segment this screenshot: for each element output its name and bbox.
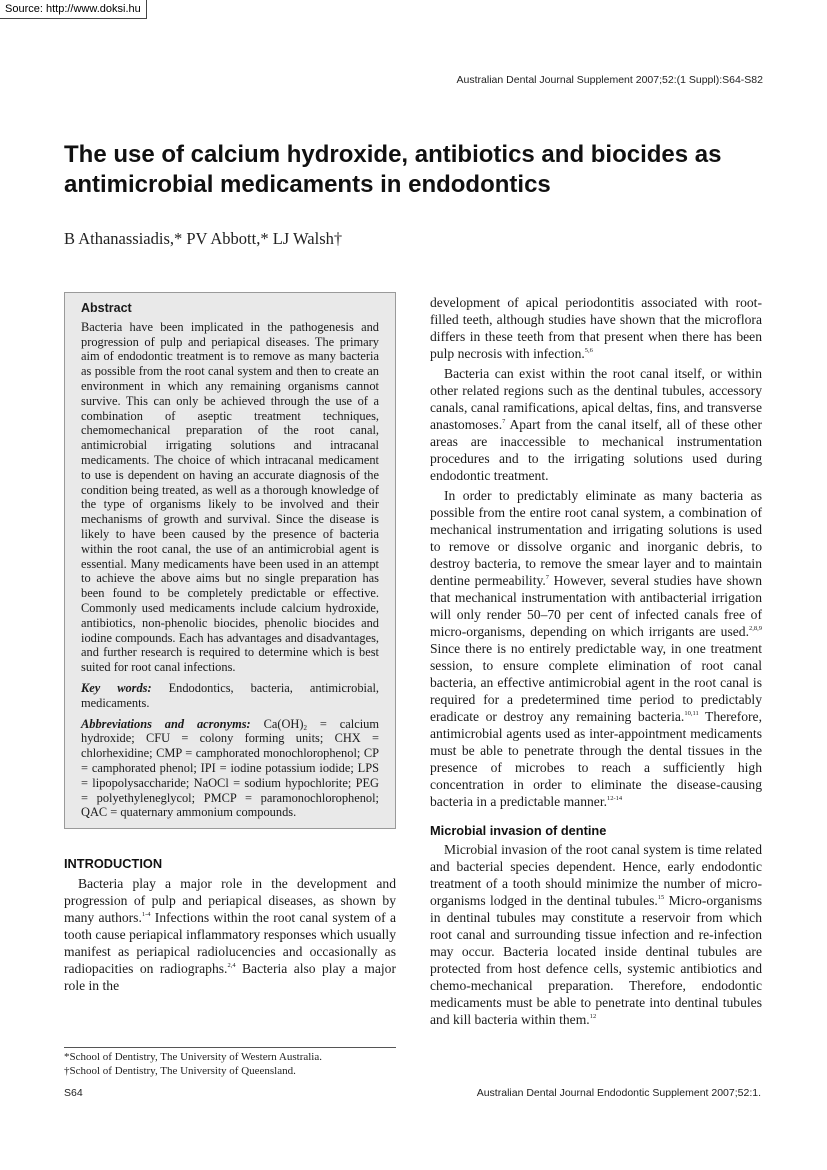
paragraph-elimination [430,487,762,810]
abbreviations-text: = calcium hydroxide; CFU = colony forming units; CHX = chlorhexidine; CMP = camphorated monochlorophenol; CP = camphorated phenol; IPI = iodine potassium iodide; LPS = lipopolysaccharide; NaOCl = sodium hypochlorite; PEG = polyethyleneglycol; PMCP = paramonochlorophenol; QAC = quaternary ammonium compounds. [81,716,380,820]
intro-text-b: Infections within the root canal system of a tooth cause periapical inflammatory responses which usually manifest as periapical radiolucencies and occasionally as radiopacities on radiographs. [64,910,396,977]
abstract-text: Bacteria have been implicated in the pathogenesis and progression of pulp and periapical diseases. The primary aim of endodontic treatment is to remove as many bacteria as possible from the root canal system and then to create an environment in which any remaining organisms cannot survive. This can only be achieved through the use of a combination of aseptic treatment techniques, chemomechanical preparation of the root canal, antimicrobial irrigating solutions and intracanal medicaments. The choice of which intracanal medicament to use is dependent on having an accurate diagnosis of the condition being treated, as well as a thorough knowledge of the type of organisms likely to be involved and their mechanisms of growth and survival. Since the disease is likely to have been caused by the presence of bacteria within the root canal, the use of an antimicrobial agent is essential. Many medicaments have been used in an attempt to achieve the above aims but no single preparation has been found to be completely predictable or effective. Commonly used medicaments include calcium hydroxide, antibiotics, non-phenolic biocides, phenolic biocides and iodine compounds. Each has advantages and disadvantages, and further research is required to determine which is best suited for root canal infections. [81,319,379,675]
ref-citation: 5,6 [584,347,593,354]
paragraph-bacteria-location [430,365,762,484]
footnote-uwa: *School of Dentistry, The University of Western Australia. [64,1051,322,1063]
abbrev-ca: Ca(OH) [263,716,304,731]
source-label: Source: http://www.doksi.hu [0,0,147,19]
footer-journal: Australian Dental Journal Endodontic Supplement 2007;52:1. [476,1087,761,1099]
ref-citation: 12 [589,1013,597,1020]
abbrev-subscript: 2 [303,723,307,732]
abstract-box [64,292,396,829]
keywords-label: Key words: [81,680,152,695]
microbial-invasion-heading: Microbial invasion of dentine [430,823,607,838]
keywords [81,681,379,711]
footnotes [64,1047,396,1078]
para4-text-b: Micro-organisms in dentinal tubules may constitute a reservoir from which root canal and surrounding tissue infection and re-infection may occur. Bacteria located inside dentinal tubules are protected from host defence cells, systemic antibiotics and chemo-mechanical preparation. Therefore, endodontic medicaments must be able to penetrate into dentinal tubules and kill bacteria within them. [430,893,762,1027]
ref-citation: 1-4 [141,911,151,919]
footnote-uq: †School of Dentistry, The University of Queensland. [64,1064,296,1077]
para3-text-c: Since there is no entirely predictable way, in one treatment session, to ensure complete elimination of root canal bacteria, an effective antimicrobial agent in the root canal is required for a predetermined time period to predictably eradicate or destroy any remaining bacteria. [430,641,762,724]
ref-citation: 2,8,9 [749,625,762,632]
paragraph-microbial-invasion [430,841,762,1028]
ref-citation: 7 [545,574,550,581]
page-number: S64 [64,1087,83,1099]
article-title: The use of calcium hydroxide, antibiotics and biocides as antimicrobial medicaments in endodontics [64,141,722,198]
abbreviations-label: Abbreviations and acronyms: [81,716,251,731]
intro-text-c: Bacteria also play a major role in the [64,961,396,994]
ref-citation: 12-14 [607,795,623,802]
introduction-paragraph [64,875,396,994]
ref-citation: 7 [502,418,506,425]
abbreviations [81,717,379,821]
journal-header: Australian Dental Journal Supplement 2007;52:(1 Suppl):S64-S82 [456,74,763,86]
paragraph-continued [430,294,762,362]
para2-text-b: Apart from the canal itself, all of these other areas are inaccessible to mechanical instrumentation procedures and to the irrigating solutions used during endodontic treatment. [430,417,762,483]
para3-text-b: However, several studies have shown that mechanical instrumentation with antibacterial irrigation will only render 50–70 per cent of infected canals free of micro-organisms, depending on which irrigants are used. [430,573,762,639]
para3-text-a: In order to predictably eliminate as many bacteria as possible from the entire root canal system, a combination of mechanical instrumentation and irrigating solutions is used to remove or dissolve organic and inorganic debris, to destroy bacteria, to remove the smear layer and to maintain dentine permeability. [430,488,762,588]
left-column [64,292,396,994]
para4-text-a: Microbial invasion of the root canal system is time related and bacterial species dependent. Hence, early endodontic treatment of a tooth should minimize the number of micro-organisms lodged in the dentinal tubules. [430,842,762,908]
intro-text-a: Bacteria play a major role in the development and progression of pulp and periapical diseases, as shown by many authors. [64,876,396,926]
keywords-text: Endodontics, bacteria, antimicrobial, medicaments. [81,680,379,710]
ref-citation: 15 [657,894,665,901]
ref-citation: 10,11 [684,710,699,717]
para1-text: development of apical periodontitis associated with root-filled teeth, although studies have shown that the microflora differs in these teeth from that present when there has been pulp necrosis with infection. [430,295,762,361]
para2-text-a: Bacteria can exist within the root canal itself, or within other related regions such as the dentinal tubules, accessory canals, canal ramifications, apical deltas, fins, and transverse anastomoses. [430,366,762,432]
introduction-heading: INTRODUCTION [64,856,163,872]
abstract-heading: Abstract [81,301,132,315]
right-column [430,294,762,1031]
ref-citation: 2,4 [227,962,236,970]
authors: B Athanassiadis,* PV Abbott,* LJ Walsh† [64,229,343,248]
para3-text-d: Therefore, antimicrobial agents used as inter-appointment medicaments must be able to penetrate through the dental tissues in the presence of microbes to reach a sufficiently high concentration in order to eliminate the disease-causing bacteria in a predictable manner. [430,709,762,809]
